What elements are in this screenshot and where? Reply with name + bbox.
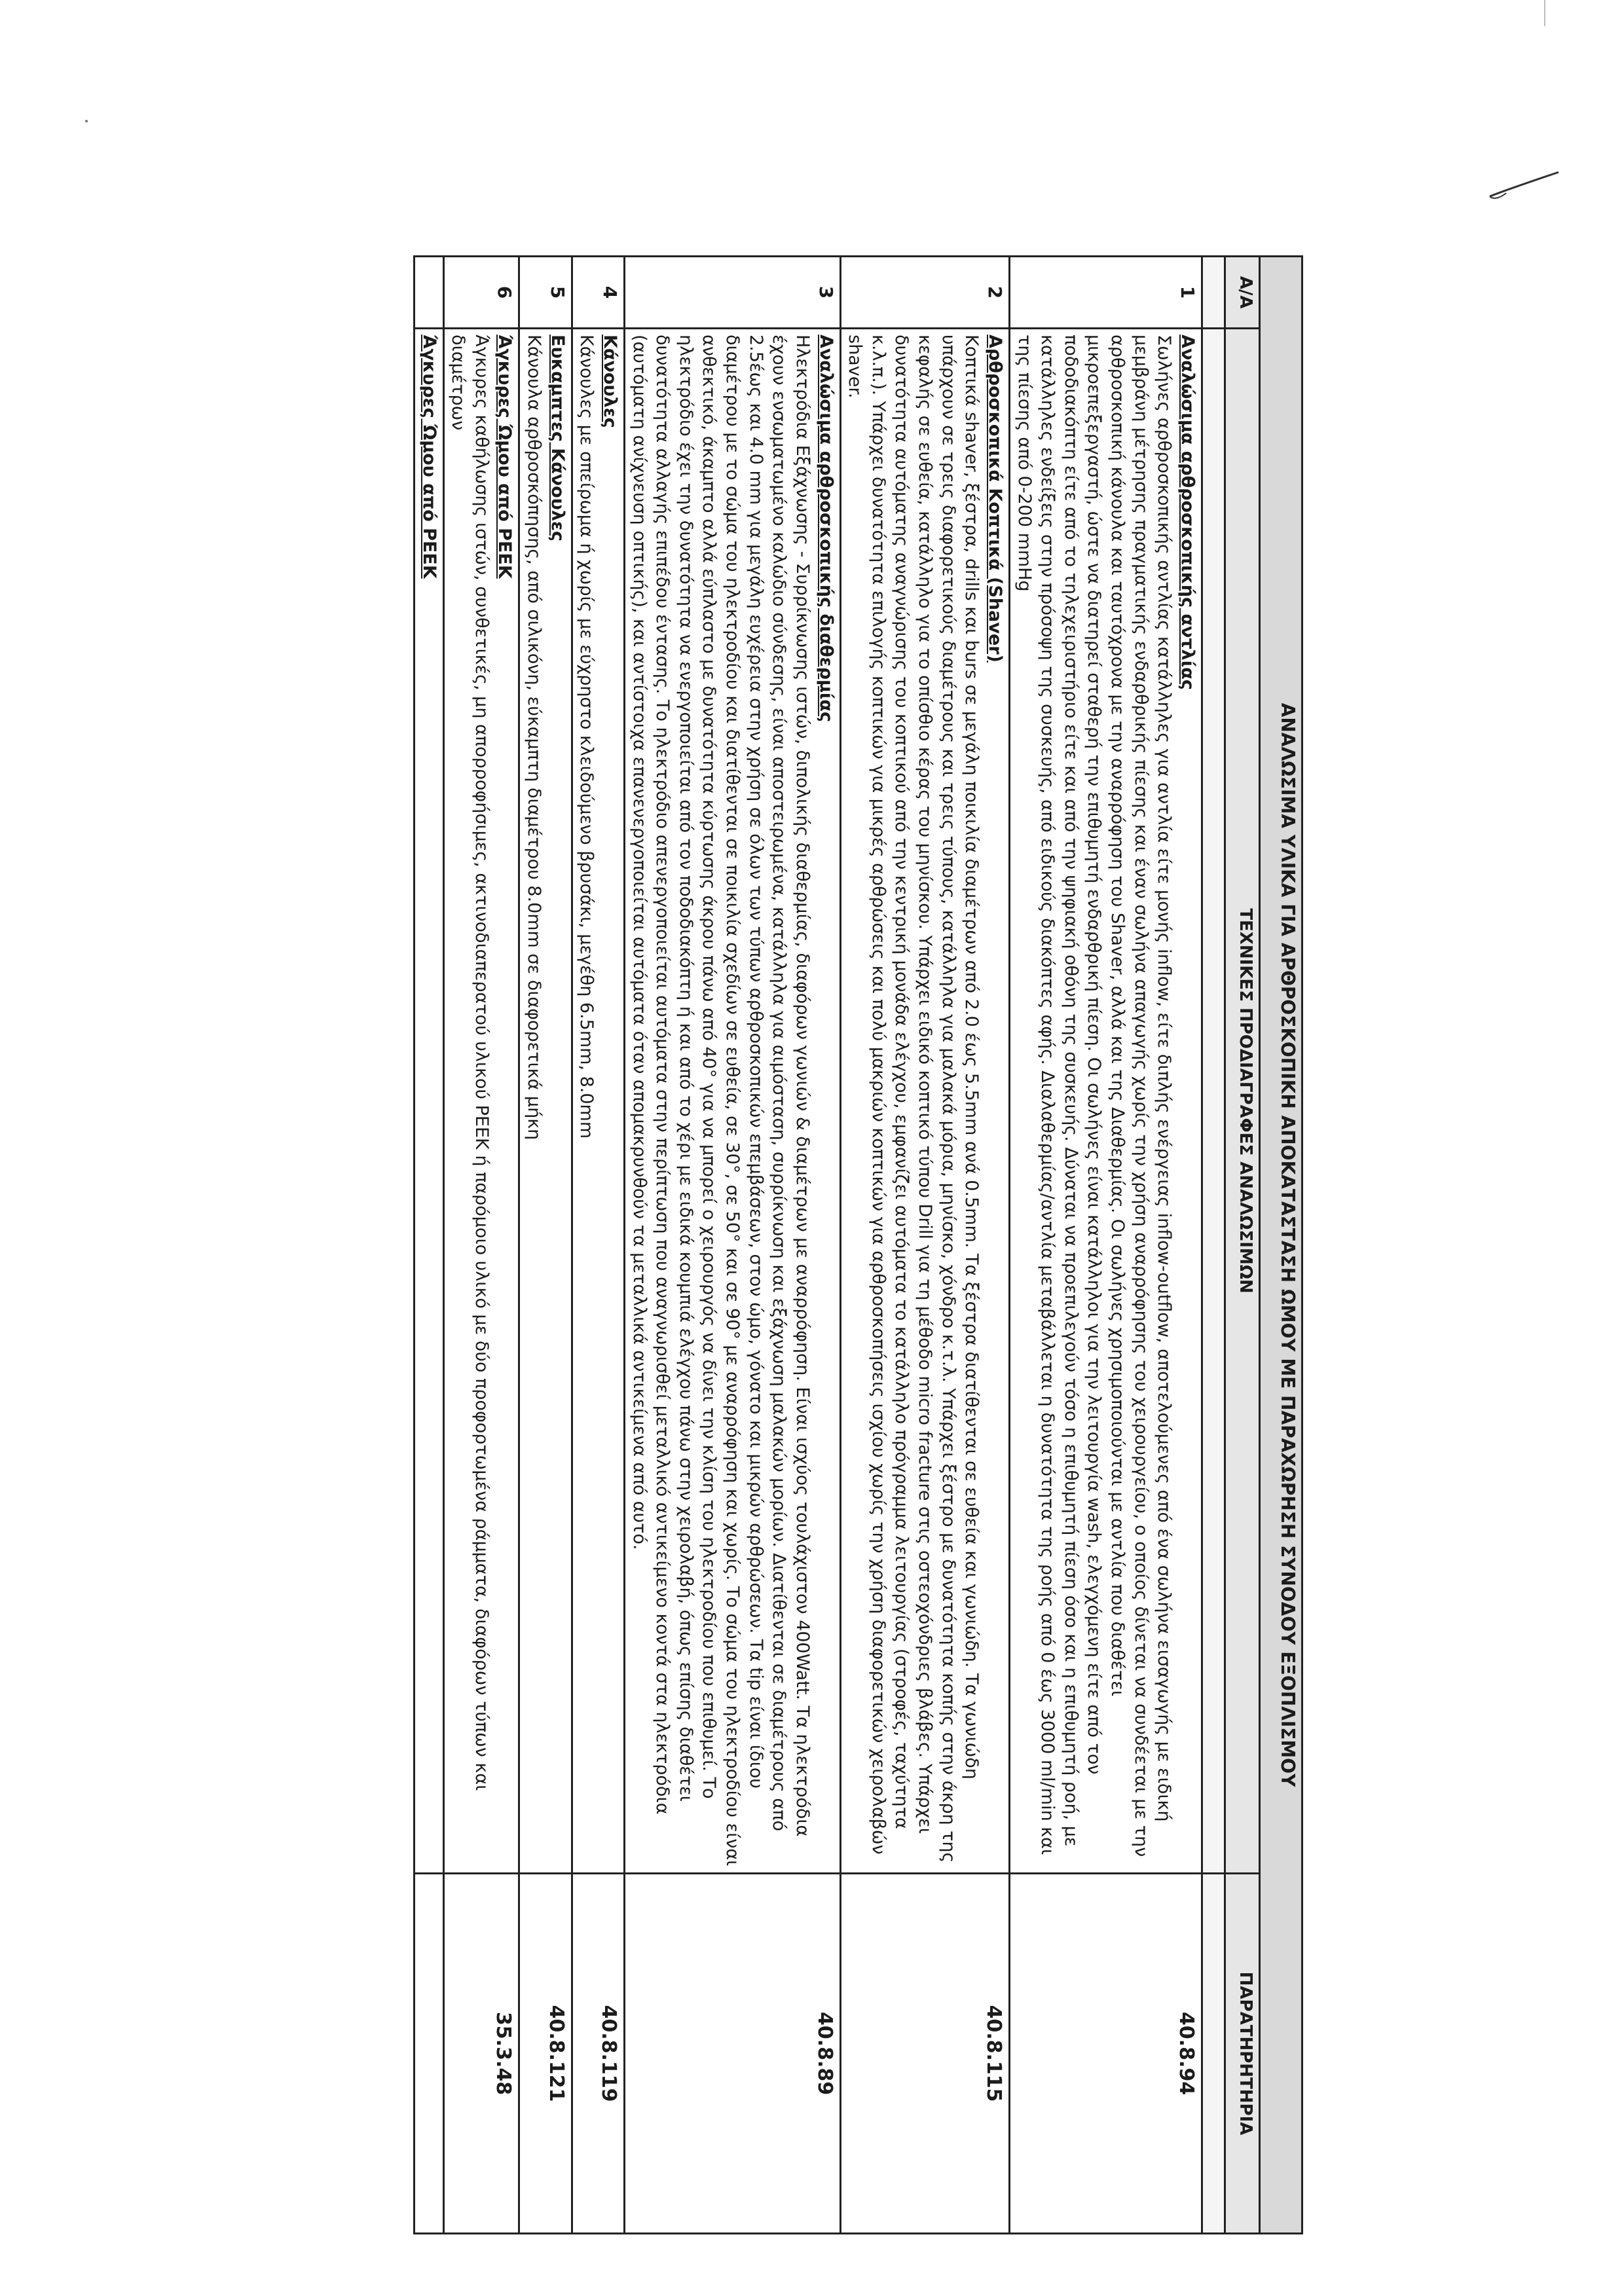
document-title: ΑΝΑΛΩΣΙΜΑ ΥΛΙΚΑ ΓΙΑ ΑΡΘΡΟΣΚΟΠΙΚΗ ΑΠΟΚΑΤΑΣΤΑΣΗ ΩΜΟΥ ΜΕ ΠΑΡΑΧΩΡΗΣΗ ΣΥΝΟΔΟΥ ΕΞΟΠΛΙΣΜΟΥ: [1260, 257, 1302, 2234]
row-spec: [840, 329, 1009, 1874]
item-description: Κάνουλες με σπείρωμα ή χωρίς με εύχρηστο κλειδούμενο βρυσάκι, μεγέθη 6.5mm, 8.0mm: [576, 335, 597, 1139]
row-spec: [625, 329, 841, 1874]
row-spec: [415, 329, 444, 1874]
table-row: [572, 257, 624, 2234]
row-code: 40.8.89: [625, 1874, 841, 2234]
row-code: 40.8.115: [840, 1874, 1009, 2234]
item-title: Αρθροσκοπικά Κοπτικά (Shaver): [985, 335, 1005, 663]
table-row: [415, 257, 444, 2234]
row-spec: [1010, 329, 1202, 1874]
table-spacer-row: [1202, 257, 1225, 2234]
item-title: Άγκυρες Ώμου από PEEK: [494, 335, 515, 579]
table-row: [519, 257, 572, 2234]
item-description: Ηλεκτρόδια Εξάχνωσης - Συρρίκνωσης ιστών, διπολικής διαθερμίας, διαφόρων γωνιών & διαμέτρων με αναρρόφηση. Είναι ισχύος τουλάχιστον 400Watt. Τα ηλεκτρόδια έχουν ενσωματωμένο καλώδιο σύνδεσης, είναι αποστειρωμένα, κατάλληλα για αιμόσταση, συρρίκνωση και εξάχνωση μαλακών μορίων. Διατίθενται σε διαμέτρους από 2.5έως και 4.0 mm για μεγάλη ευχέρεια στην χρήση σε όλων των τύπων αρθροσκοπικών επεμβάσεων, στον ώμο, γόνατο και μικρών αρθρώσεων. Τα tip είναι ίδιου διαμέτρου με το σώμα του ηλεκτροδίου και διατίθενται σε ποικιλία σχεδίων σε ευθεία, σε 30°, σε 50° και σε 90° με αναρρόφηση και χωρίς. Το σώμα του ηλεκτροδίου είναι ανθεκτικό, άκαμπτο αλλά εύπλαστο με δυνατότητα κύρτωσης άκρου πάνω από 40° για να μπορεί ο χειρουργός να δίνει την κλίση του ηλεκτροδίου που επιθυμεί. Το ηλεκτρόδιο έχει την δυνατότητα να ενεργοποιείται από τον ποδοδιακόπτη ή και από το χέρι με ειδικά κουμπιά ελέγχου πάνω στην χειρολαβή, όπως επίσης διαθέτει δυνατότητα αλλαγής επιπέδου έντασης. Το ηλεκτρόδιο απενεργοποιείται αυτόματα στην περίπτωση που αναγνωρισθεί μεταλλικό αντικείμενο κοντά στα ηλεκτρόδια (αυτόματη ανίχνευση οπτικής), και αντίστοιχα επανενεργοποιείται αυτόματα όταν απομακρυνθούν τα μεταλλικά αντικείμενα από αυτό.: [629, 335, 813, 1867]
item-title: Κάνουλες: [600, 335, 620, 428]
row-number: 4: [572, 257, 624, 329]
row-number: [415, 257, 444, 329]
page-edge: [1544, 0, 1624, 26]
item-title: Άγκυρες Ώμου από PEEK: [418, 335, 439, 579]
row-number: 2: [840, 257, 1009, 329]
item-title: Ευκαμπτες Κάνουλες: [547, 335, 568, 542]
pen-stroke-mark: [1486, 167, 1565, 206]
rotated-table-wrapper: [170, 255, 1303, 2232]
row-number: 1: [1010, 257, 1202, 329]
specifications-table: [413, 255, 1303, 2234]
row-spec: [443, 329, 519, 1874]
row-number: 6: [443, 257, 519, 329]
item-description: Άγκυρες καθήλωσης ιστών, συνθετικές, μη απορροφήσιμες, ακτινοδιαπερατού υλικού PEEK ή παρόμοιο υλικό με δύο προφορτωμένα ράμματα, διαφόρων τύπων και διαμέτρων: [448, 335, 492, 1791]
row-number: 5: [519, 257, 572, 329]
header-notes: ΠΑΡΑΤΗΡΗΤΗΡΙΑ: [1225, 1874, 1260, 2234]
table-row: [840, 257, 1009, 2234]
table-header-row: [1225, 257, 1260, 2234]
item-description: Κάνουλα αρθροσκόπησης, από σιλικόνη, εύκαμπτη διαμέτρου 8.0mm σε διαφορετικά μήκη: [524, 335, 545, 1140]
row-spec: [519, 329, 572, 1874]
table-row: [625, 257, 841, 2234]
row-number: 3: [625, 257, 841, 329]
scan-speck: [84, 118, 89, 124]
row-code: 40.8.94: [1010, 1874, 1202, 2234]
row-code: [415, 1874, 444, 2234]
header-specifications: ΤΕΧΝΙΚΕΣ ΠΡΟΔΙΑΓΡΑΦΕΣ ΑΝΑΛΩΣΙΜΩΝ: [1225, 329, 1260, 1874]
row-code: 40.8.121: [519, 1874, 572, 2234]
item-description: Σωλήνες αρθροσκοπικής αντλίας κατάλληλες για αντλία είτε μονής inflow, είτε διπλής ενέργειας inflow-outflow, αποτελούμενες από ένα σωλήνα εισαγωγής με ειδική μεμβράνη μέτρησης πραγματικής ενδαρθρικής πίεσης και έναν σωλήνα απαγωγής χωρίς την χρήση αναρρόφησης του χειρουργείου, ο οποίος δίνεται να συνδέεται με την αρθροσκοπική κάνουλα και ταυτόχρονα με την αναρρόφηση του Shaver, αλλά και της Διαθερμίας. Οι σωλήνες χρησιμοποιούνται με αντλία που διαθέτει μικροεπεξεργαστή, ώστε να διατηρεί σταθερή την επιθυμητή ενδαρθρική πίεση. Οι σωλήνες είναι κατάλληλοι για την λειτουργία wash, ελεγχόμενη είτε από τον ποδοδιακόπτη είτε από το τηλεχειριστήριο είτε και από την ψηφιακή οθόνη της συσκευής. Δύναται να προεπιλεγούν τόσο η επιθυμητή πίεση όσο και η επιθυμητή ροή, με κατάλληλες ενδείξεις στην πρόσοψη της συσκευής, από ειδικούς διακόπτες αφής. Διαλαθερμίας/αντλία μεταβάλλεται η δυνατότητα της ροής από 0 έως 3000 ml/min και της πίεσης από 0-200 mmHg: [1014, 335, 1175, 1857]
row-code: 40.8.119: [572, 1874, 624, 2234]
header-aa: Α/Α: [1225, 257, 1260, 329]
table-row: [1010, 257, 1202, 2234]
item-title: Αναλώσιμα αρθροσκοπικής αντλίας: [1177, 335, 1198, 690]
table-title-row: [1260, 257, 1302, 2234]
row-code: 35.3.48: [443, 1874, 519, 2234]
item-title: Αναλώσιμα αρθροσκοπικής διαθερμίας: [815, 335, 836, 722]
table-row: [443, 257, 519, 2234]
item-description: Κοπτικά shaver, ξέστρα, drills και burs σε μεγάλη ποικιλία διαμέτρων από 2.0 έως 5.5mm ανά 0.5mm. Τα ξέστρα διατίθενται σε ευθεία και γωνιώδη. Τα γωνιώδη υπάρχουν σε τρεις διαφορετικούς διαμέτρους και τρεις τύπους, κατάλληλα για μαλακά μόρια, μηνίσκο, χόνδρο κ.τ.λ. Υπάρχει ξέστρο με δυνατότητα κοπής στην άκρη της κεφαλής σε ευθεία, κατάλληλο για το οπίσθιο κέρας του μηνίσκου. Υπάρχει ειδικό κοπτικό τύπου Drill για τη μέθοδο micro fracture στις οστεοχόνδριες βλάβες. Υπάρχει δυνατότητα αυτόματης αναγνώρισης του κοπτικού από την κεντρική μονάδα ελέγχου, εμφανίζει αυτόματα το κατάλληλο πρόγραμμα λειτουργίας (στροφές, ταχύτητα κ.λ.π.). Υπάρχει δυνατότητα επιλογής κοπτικών για μικρές αρθρώσεις και πολύ μακριών κοπτικών για αρθροσκοπήσεις ισχίου χωρίς την χρήση διαφορετικών χειρολαβών shaver.: [845, 335, 982, 1863]
row-spec: [572, 329, 624, 1874]
